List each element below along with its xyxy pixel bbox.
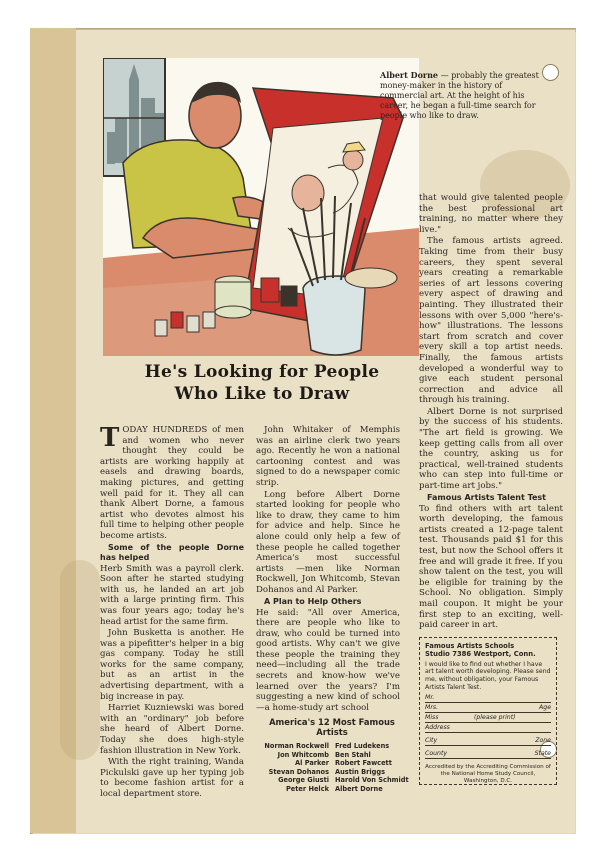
article-column-2: [256, 425, 400, 714]
artist-name: George Giusti: [278, 776, 329, 785]
artist-illustration: [103, 58, 419, 356]
caption-text: — probably the greatest money-maker in the history of commercial art. At the height of his career, he began a full-time search for people who like to draw.: [380, 71, 539, 120]
paragraph: He said: "All over America, there are people who like to draw, who could be turned into good artists. Why can't we give these people the training they need—including all the trade secrets and know-how we've learned over the years? I'm suggesting a new kind of school—a home-study art school: [256, 607, 400, 713]
artist-name: Albert Dorne: [335, 784, 383, 793]
caption-name: Albert Dorne: [380, 70, 439, 80]
coupon-field-county[interactable]: County State: [425, 750, 551, 758]
illustration-caption: [380, 70, 550, 121]
artist-name: Harold Von Schmidt: [335, 776, 409, 785]
drop-cap: T: [100, 423, 120, 453]
artists-names: [252, 742, 412, 794]
artists-title: America's 12 Most Famous Artists: [269, 717, 395, 737]
coupon-field-address[interactable]: Address: [425, 724, 551, 733]
paragraph: With the right training, Wanda Pickulski gave up her typing job to become fashion artist for a local department store.: [100, 757, 244, 799]
coupon-field-mr[interactable]: Mr.: [425, 694, 551, 703]
artist-name: Al Parker: [295, 759, 329, 768]
artist-name: Norman Rockwell: [264, 742, 329, 750]
coupon-school: Famous Artists Schools: [425, 642, 515, 650]
mail-coupon[interactable]: [419, 637, 557, 785]
paragraph: To find others with art talent worth developing, the famous artists created a 12-page talent test. Thousands paid $1 for this test, but now the School offers it free and will grade it free. If you show talent on the test, you will be eligible for training by the School. No obligation. Simply mail coupon. It might be your first step to an exciting, well-paid career in art.: [419, 503, 563, 631]
coupon-studio: Studio 7386 Westport, Conn.: [425, 650, 536, 659]
paper-stain: [60, 560, 100, 760]
artist-name: Peter Helck: [285, 784, 329, 793]
artist-name: Austin Briggs: [335, 767, 386, 776]
artist-name: Ben Stahl: [335, 750, 371, 759]
article-column-3: [419, 193, 563, 632]
artist-name: Jon Whitcomb: [277, 750, 329, 759]
coupon-body: I would like to find out whether I have art talent worth developing. Please send me, without obligation, your Famous Artists Talent Test.: [425, 660, 551, 691]
paragraph: Albert Dorne is not surprised by the success of his students. "The art field is growing. We keep getting calls from all over the country, asking us for practical, well-trained students who can step into full-time or part-time art jobs.": [419, 406, 563, 492]
headline-line-1: He's Looking for People: [144, 362, 380, 382]
article-column-1: [100, 425, 244, 801]
subheading: Famous Artists Talent Test: [427, 492, 547, 502]
subheading: Some of the people Dorne has helped: [100, 542, 244, 562]
artist-name: Fred Ludekens: [335, 742, 390, 750]
coupon-accreditation: Accredited by the Accrediting Commission of the National Home Study Council, Washington, D.C.: [425, 764, 551, 785]
paragraph: Harriet Kuzniewski was bored with an "ordinary" job before she heard of Albert Dorne. Today she does high-style fashion illustration in New York.: [100, 703, 244, 756]
paragraph: The famous artists agreed. Taking time from their busy careers, they spent several years creating a remarkable series of art lessons covering every aspect of drawing and painting. They illustrated their lessons with over 5,000 "here's-how" illustrations. The lessons start from scratch and cover every skill a top artist needs. Finally, the famous artists developed a wonderful way to give each student personal correction and advice all through his training.: [419, 236, 563, 406]
paragraph: Herb Smith was a payroll clerk. Soon after he started studying with us, he landed an art job with a large printing firm. This was four years ago; today he's head artist for the same firm.: [100, 563, 244, 627]
paragraph: John Whitaker of Memphis was an airline clerk two years ago. Recently he won a national cartooning contest and was signed to do a newspaper comic strip.: [256, 425, 400, 488]
coupon-field-mrs[interactable]: Mrs. Age: [425, 704, 551, 712]
paragraph: John Busketta is another. He was a pipefitter's helper in a big gas company. Today he still works for the same company, but as an artist in the advertising department, with a big increase in pay.: [100, 628, 244, 702]
artist-name: Stevan Dohanos: [268, 767, 329, 776]
paragraph: that would give talented people the best professional art training, no matter where they live.": [419, 193, 563, 235]
paragraph: of men and women who never thought they could be artists are working happily at easels and drawing boards, making pictures, and getting well paid for it. They all can thank Albert Dorne, a famous artist who devotes almost his full time to helping other people become artists.: [100, 425, 244, 541]
headline-line-2: Who Like to Draw: [174, 384, 350, 404]
coupon-field-city[interactable]: City Zone: [425, 737, 551, 745]
famous-artists-list: [252, 717, 412, 794]
subheading: A Plan to Help Others: [264, 596, 362, 606]
lead-small-caps: ODAY HUNDREDS: [122, 425, 208, 435]
artist-name: Robert Fawcett: [335, 759, 392, 768]
coupon-field-miss[interactable]: Miss (please print): [425, 714, 551, 723]
paragraph: Long before Albert Dorne started looking for people who like to draw, they came to him for advice and help. Since he alone could only help a few of these people he called together America's most successful artists —men like Norman Rockwell, Jon Whitcomb, Stevan Dohanos and Al Parker.: [256, 489, 400, 595]
